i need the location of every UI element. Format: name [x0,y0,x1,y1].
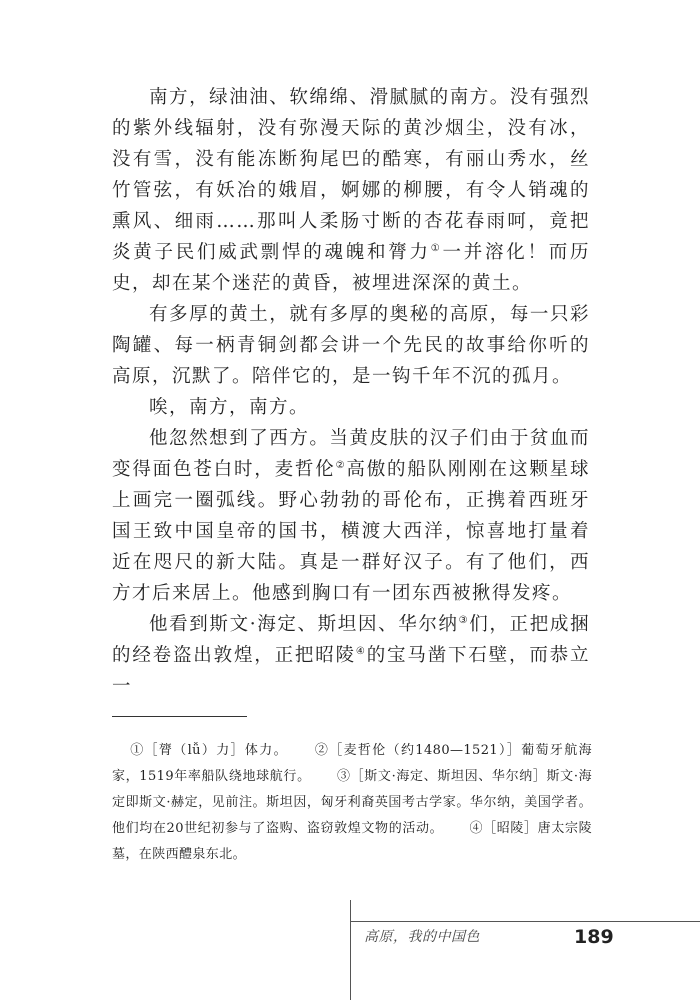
footnotes [112,738,592,868]
footnote-1: ①［膂（lǚ）力］体力。 [130,743,288,758]
footnote-ref-4[interactable]: ④ [355,645,367,657]
paragraph-2: 有多厚的黄土，就有多厚的奥秘的高原，每一只彩陶罐、每一柄青铜剑都会讲一个先民的故事给你听的高原，沉默了。陪伴它的，是一钩千年不沉的孤月。 [112,304,590,387]
footnote-4: ④［昭陵］唐太宗陵墓，在陕西醴泉东北。 [112,821,592,862]
paragraph-4 [112,423,590,609]
paragraph-4-tail: 高傲的船队刚刚在这颗星球上画完一圈弧线。野心勃勃的哥伦布，正携着西班牙国王致中国皇帝的国书，横渡大西洋，惊喜地打量着近在咫尺的新大陆。真是一群好汉子。有了他们，西方才后来居上。他感到胸口有一团东西被揪得发疼。 [112,459,590,604]
paragraph-3: 唉，南方，南方。 [149,397,310,418]
paragraph-5-tail: 的宝马凿下石壁，而恭立一 [112,645,590,697]
paragraph-1-text: 南方，绿油油、软绵绵、滑腻腻的南方。没有强烈的紫外线辐射，没有弥漫天际的黄沙烟尘，没有冰，没有雪，没有能冻断狗尾巴的酷寒，有丽山秀水，丝竹管弦，有妖冶的娥眉，婀娜的柳腰，有令人销魂的熏风、细雨……那叫人柔肠寸断的杏花春雨呵，竟把炎黄子民们威武剽悍的魂魄和膂力 [112,87,590,263]
paragraph-5-text: 他看到斯文·海定、斯坦因、华尔纳 [149,614,459,635]
paragraph-1 [112,82,590,299]
footnote-ref-1[interactable]: ① [430,242,443,254]
paragraph-1-tail: 一并溶化！而历史，却在某个迷茫的黄昏，被埋进深深的黄土。 [112,242,590,294]
main-text [112,82,590,702]
paragraph-5-mid: 们，正把成捆的经卷盗出敦煌，正把昭陵 [112,614,590,666]
paragraph-5 [112,609,590,702]
running-title: 高原，我的中国色 [364,929,480,945]
footnote-divider [112,716,247,717]
footnote-ref-2[interactable]: ② [335,459,347,471]
footnote-ref-3[interactable]: ③ [458,614,470,626]
page-number: 189 [574,926,614,948]
paragraph-4-text: 他忽然想到了西方。当黄皮肤的汉子们由于贫血而变得面色苍白时，麦哲伦 [112,428,590,480]
footer-horizontal-rule [350,921,700,922]
footnote-block [112,738,592,868]
footnote-2: ②［麦哲伦（约1480—1521）］葡萄牙航海家，1519年率船队绕地球航行。 [112,743,592,784]
footer-vertical-rule [350,900,351,1000]
footnote-3: ③［斯文·海定、斯坦因、华尔纳］斯文·海定即斯文·赫定，见前注。斯坦因，匈牙利裔英国考古学家。华尔纳，美国学者。他们均在20世纪初参与了盗购、盗窃敦煌文物的活动。 [112,769,592,836]
